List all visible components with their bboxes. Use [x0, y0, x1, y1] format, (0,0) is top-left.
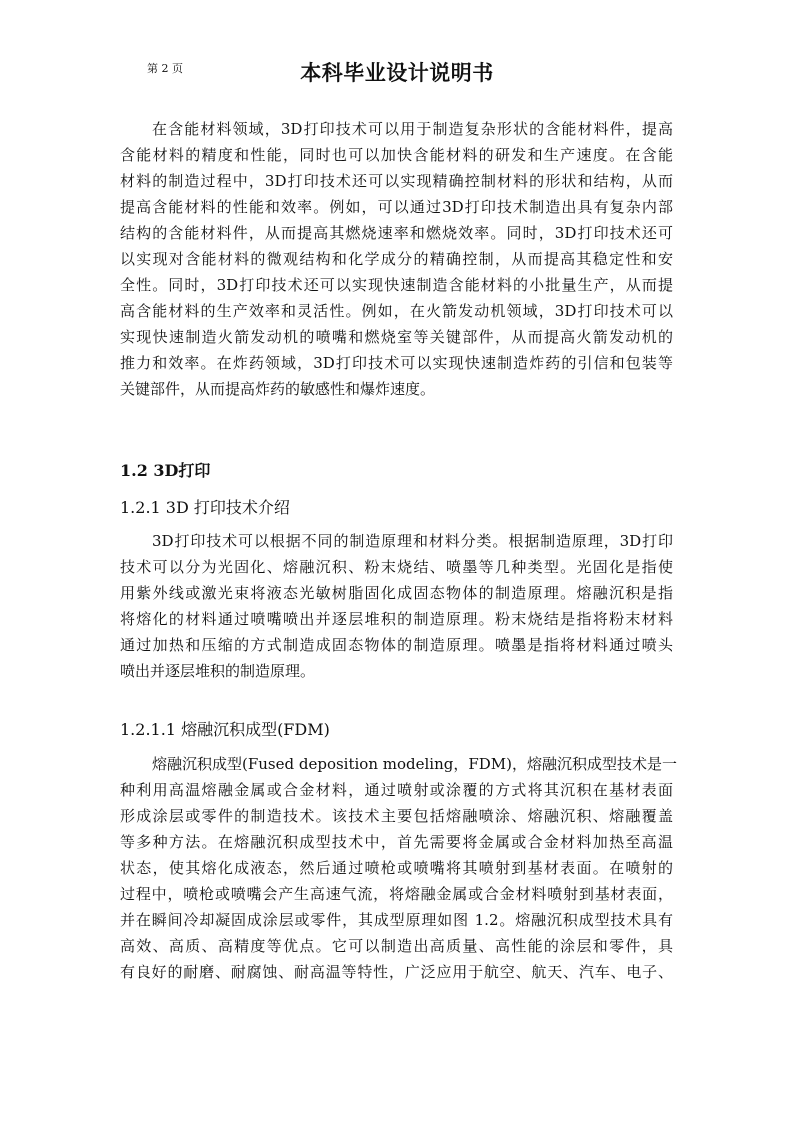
paragraph-line: 种利用高温熔融金属或合金材料，通过喷射或涂覆的方式将其沉积在基材表面: [120, 781, 673, 799]
paragraph-line: 含能材料的精度和性能，同时也可以加快含能材料的研发和生产速度。在含能: [120, 146, 673, 164]
paragraph-fdm: [120, 751, 677, 985]
paragraph-line: 以实现对含能材料的微观结构和化学成分的精确控制，从而提高其稳定性和安: [120, 250, 673, 268]
paragraph-line: 技术可以分为光固化、熔融沉积、粉末烧结、喷墨等几种类型。光固化是指使: [120, 558, 673, 576]
paragraph-line: 用紫外线或激光束将液态光敏树脂固化成固态物体的制造原理。熔融沉积是指: [120, 584, 673, 602]
paragraph-line: 并在瞬间冷却凝固成涂层或零件，其成型原理如图 1.2。熔融沉积成型技术具有: [120, 911, 673, 929]
paragraph-line: 通过加热和压缩的方式制造成固态物体的制造原理。喷墨是指将材料通过喷头: [120, 636, 673, 654]
paragraph-line: 状态，使其熔化成液态，然后通过喷枪或喷嘴将其喷射到基材表面。在喷射的: [120, 859, 673, 877]
paragraph-3d-printing-types: [120, 528, 673, 684]
paragraph-line: 形成涂层或零件的制造技术。该技术主要包括熔融喷涂、熔融沉积、熔融覆盖: [120, 807, 673, 825]
paragraph-line: 实现快速制造火箭发动机的喷嘴和燃烧室等关键部件，从而提高火箭发动机的: [120, 328, 673, 346]
paragraph-line: 高含能材料的生产效率和灵活性。例如，在火箭发动机领域，3D打印技术可以: [120, 302, 673, 320]
section-heading-1-2-1-1: 1.2.1.1 熔融沉积成型(FDM): [120, 720, 330, 739]
section-heading-1-2: 1.2 3D打印: [120, 461, 211, 480]
paragraph-line: 提高含能材料的性能和效率。例如，可以通过3D打印技术制造出具有复杂内部: [120, 198, 673, 216]
paragraph-line: 高效、高质、高精度等优点。它可以制造出高质量、高性能的涂层和零件，具: [120, 937, 673, 955]
paragraph-line: 在含能材料领域，3D打印技术可以用于制造复杂形状的含能材料件，提高: [152, 120, 673, 138]
section-heading-1-2-1: 1.2.1 3D 打印技术介绍: [120, 498, 290, 517]
paragraph-line: 3D打印技术可以根据不同的制造原理和材料分类。根据制造原理，3D打印: [152, 532, 673, 550]
paragraph-line: 等多种方法。在熔融沉积成型技术中，首先需要将金属或合金材料加热至高温: [120, 833, 673, 851]
paragraph-line: 将熔化的材料通过喷嘴喷出并逐层堆积的制造原理。粉末烧结是指将粉末材料: [120, 610, 673, 628]
paragraph-line: 过程中，喷枪或喷嘴会产生高速气流，将熔融金属或合金材料喷射到基材表面，: [120, 885, 673, 903]
document-title: 本科毕业设计说明书: [300, 61, 494, 85]
paragraph-line: 熔融沉积成型(Fused deposition modeling，FDM)，熔融沉积成型技术是一: [152, 755, 677, 773]
paragraph-energetic-materials: [120, 116, 673, 402]
paragraph-line: 有良好的耐磨、耐腐蚀、耐高温等特性，广泛应用于航空、航天、汽车、电子、: [120, 963, 673, 981]
paragraph-line: 关键部件，从而提高炸药的敏感性和爆炸速度。: [120, 380, 436, 398]
page-number: 第 2 页: [147, 62, 183, 75]
paragraph-line: 全性。同时，3D打印技术还可以实现快速制造含能材料的小批量生产，从而提: [120, 276, 673, 294]
paragraph-line: 结构的含能材料件，从而提高其燃烧速率和燃烧效率。同时，3D打印技术还可: [120, 224, 673, 242]
paragraph-line: 推力和效率。在炸药领域，3D打印技术可以实现快速制造炸药的引信和包装等: [120, 354, 673, 372]
paragraph-line: 材料的制造过程中，3D打印技术还可以实现精确控制材料的形状和结构，从而: [120, 172, 673, 190]
paragraph-line: 喷出并逐层堆积的制造原理。: [120, 662, 316, 680]
